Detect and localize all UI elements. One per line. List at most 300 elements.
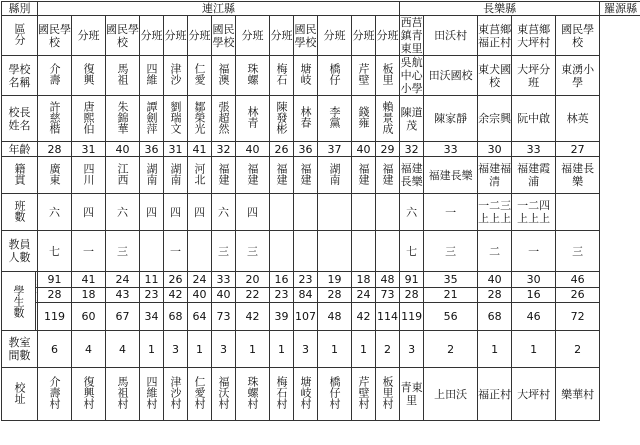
principal-cell: 陳家靜 [424,96,478,142]
female-cell: 16 [512,287,556,302]
address-cell [212,368,236,421]
female-cell: 42 [164,287,188,302]
origin-cell-text: 河北 [193,162,206,185]
address-cell-text: 馬祖村 [116,376,129,409]
principal-cell-text: 賴景成 [381,100,395,134]
principal-cell: 林英 [556,96,600,142]
female-cell: 40 [188,287,212,302]
age-cell: 30 [478,142,512,157]
female-cell: 28 [38,287,72,302]
rooms-cell: 1 [188,331,212,368]
male-cell: 26 [164,272,188,288]
principal-cell-text: 張超然 [217,100,230,134]
address-cell [376,368,400,421]
age-cell: 41 [188,142,212,157]
origin-cell [352,157,376,194]
age-cell: 29 [376,142,400,157]
origin-cell: 福建霞浦 [512,157,556,194]
address-cell: 上田沃 [424,368,478,421]
address-cell [236,368,270,421]
address-cell [164,368,188,421]
male-row [2,272,640,288]
rooms-cell: 1 [140,331,164,368]
students-label-text: 學生數 [12,284,25,318]
origin-cell-text: 福建 [299,162,312,185]
address-cell-text: 四維村 [145,376,158,409]
staff-cell [294,231,318,272]
origin-cell: 福建長樂 [424,157,478,194]
name-cell-text: 珠螺 [246,63,259,85]
total-cell: 107 [294,302,318,330]
origin-cell [38,157,72,194]
principal-cell-text: 鄒榮光 [193,100,206,134]
male-cell: 91 [400,272,424,288]
male-cell: 40 [478,272,512,288]
total-cell: 48 [318,302,352,330]
district-cell: 國民學校 [294,16,318,56]
district-row [2,16,640,56]
name-cell [294,56,318,96]
total-sub-label: 合計 [35,305,38,328]
origin-cell [294,157,318,194]
address-cell [38,368,72,421]
address-cell-text: 塘岐村 [299,376,312,409]
age-cell: 37 [318,142,352,157]
age-label: 年齡 [2,142,38,157]
classes-label [2,194,38,231]
district-cell: 分班 [140,16,164,56]
staff-label [2,231,38,272]
age-cell: 31 [164,142,188,157]
rooms-cell: 3 [212,331,236,368]
classes-cell: 六 [106,194,140,231]
header-row [2,2,640,16]
rooms-cell: 2 [556,331,600,368]
address-label-text: 校址 [13,381,26,404]
header-corner: 縣別 [2,2,38,16]
address-cell-text: 梅石村 [275,376,288,409]
staff-row [2,231,640,272]
district-cell: 分班 [352,16,376,56]
male-cell: 16 [270,272,294,288]
principal-cell-text: 唐熙伯 [82,100,95,134]
age-cell: 27 [556,142,600,157]
classes-cell: 六 [38,194,72,231]
rooms-cell: 1 [478,331,512,368]
age-cell: 32 [400,142,424,157]
total-cell: 42 [236,302,270,330]
staff-cell: 三 [556,231,600,272]
age-cell: 40 [352,142,376,157]
rooms-cell: 3 [400,331,424,368]
rooms-cell: 2 [376,331,400,368]
age-row [2,142,640,157]
staff-cell: 三 [236,231,270,272]
address-cell [352,368,376,421]
rooms-cell: 4 [106,331,140,368]
classes-cell: 四 [236,194,270,231]
principal-cell [38,96,72,142]
origin-row [2,157,640,194]
district-cell: 國民學校 [212,16,236,56]
principal-cell: 陳道茂 [400,96,424,142]
district-cell: 分班 [188,16,212,56]
principal-cell [270,96,294,142]
origin-cell: 福建長樂 [400,157,424,194]
age-cell: 33 [424,142,478,157]
age-cell: 28 [38,142,72,157]
total-cell: 68 [478,302,512,330]
origin-cell-text: 福建 [246,162,259,185]
rooms-cell: 1 [512,331,556,368]
origin-label-text: 籍貫 [13,162,26,185]
name-cell-text: 仁愛 [193,63,206,85]
name-cell-text: 福澳 [217,63,230,85]
classes-cell [318,194,352,231]
rooms-cell: 1 [318,331,352,368]
rooms-cell: 2 [424,331,478,368]
total-cell: 46 [512,302,556,330]
rooms-cell: 6 [38,331,72,368]
address-label [2,368,38,421]
staff-cell: 三 [212,231,236,272]
address-cell-text: 橋仔村 [328,376,341,409]
classes-cell [352,194,376,231]
origin-cell-text: 湖南 [169,162,182,185]
male-cell: 24 [188,272,212,288]
name-cell-text: 塘岐 [299,63,312,85]
origin-cell [212,157,236,194]
staff-cell [140,231,164,272]
age-cell: 33 [512,142,556,157]
staff-cell [188,231,212,272]
origin-cell-text: 湖南 [145,162,158,185]
name-cell [106,56,140,96]
principal-cell-text: 錢雍 [357,106,370,128]
male-cell: 30 [512,272,556,288]
origin-cell-text: 四川 [82,162,95,185]
address-cell-text: 珠螺村 [246,376,259,409]
origin-cell [270,157,294,194]
staff-cell [352,231,376,272]
total-cell: 67 [106,302,140,330]
county-changle: 長樂縣 [400,2,600,16]
staff-cell: 一 [72,231,106,272]
rooms-cell: 4 [72,331,106,368]
principal-cell [188,96,212,142]
name-cell-text: 芹壁 [357,63,370,85]
principal-cell: 阮中啟 [512,96,556,142]
origin-cell [106,157,140,194]
origin-cell [164,157,188,194]
name-cell [72,56,106,96]
total-cell: 72 [556,302,600,330]
female-cell: 26 [556,287,600,302]
origin-cell-text: 福建 [275,162,288,185]
name-cell [270,56,294,96]
principal-cell [376,96,400,142]
district-label [2,16,38,56]
origin-cell-text: 廣東 [48,162,61,185]
district-cell: 東莒鄉大坪村 [512,16,556,56]
origin-cell: 福建福清 [478,157,512,194]
male-cell: 33 [212,272,236,288]
name-cell [318,56,352,96]
address-cell-text: 仁愛村 [193,376,206,409]
district-cell: 田沃村 [424,16,478,56]
district-cell: 國民學校 [38,16,72,56]
female-row [2,287,640,302]
total-cell: 119 [400,302,424,330]
name-cell [376,56,400,96]
classes-label-text: 班數 [13,199,26,222]
female-cell: 28 [400,287,424,302]
address-cell [294,368,318,421]
name-cell-text: 橋仔 [328,63,341,85]
total-cell: 34 [140,302,164,330]
students-label [2,272,38,331]
name-cell [164,56,188,96]
principal-cell [236,96,270,142]
female-cell: 43 [106,287,140,302]
name-cell-text: 梅石 [275,63,288,85]
district-cell: 分班 [72,16,106,56]
staff-cell: 一 [512,231,556,272]
female-cell: 40 [212,287,236,302]
address-cell [106,368,140,421]
district-cell: 分班 [164,16,188,56]
county-luoyuan: 羅源縣 [600,2,640,16]
address-cell: 大坪村 [512,368,556,421]
name-cell: 田沃國校 [424,56,478,96]
origin-cell-text: 江西 [116,162,129,185]
male-cell: 19 [318,272,352,288]
classes-cell [556,194,600,231]
origin-cell-text: 福建 [381,162,395,185]
classes-cell: 一二三 上上上 [478,194,512,231]
staff-cell [270,231,294,272]
classes-cell: 四 [164,194,188,231]
age-cell: 40 [106,142,140,157]
name-cell [212,56,236,96]
address-cell [188,368,212,421]
classes-cell: 四 [188,194,212,231]
name-cell [140,56,164,96]
name-cell-text: 四維 [145,63,158,85]
rooms-cell: 3 [294,331,318,368]
female-cell: 21 [424,287,478,302]
address-cell [72,368,106,421]
total-cell: 119 [38,302,72,330]
total-cell: 60 [72,302,106,330]
address-cell-text: 介壽村 [48,376,61,409]
name-label [2,56,38,96]
address-cell: 福正村 [478,368,512,421]
male-cell: 18 [352,272,376,288]
origin-cell: 福建長樂 [556,157,600,194]
female-cell: 22 [236,287,270,302]
name-cell-text: 馬祖 [116,63,129,85]
male-cell: 48 [376,272,400,288]
origin-cell [236,157,270,194]
age-cell: 40 [236,142,270,157]
principal-cell-text: 陳發彬 [275,100,288,134]
address-cell [140,368,164,421]
origin-label [2,157,38,194]
male-cell: 41 [72,272,106,288]
name-cell [352,56,376,96]
principal-cell-text: 譚劍萍 [145,100,158,134]
total-cell: 64 [188,302,212,330]
principal-cell: 余宗興 [478,96,512,142]
principal-cell [72,96,106,142]
classes-cell [270,194,294,231]
staff-cell: 一 [164,231,188,272]
rooms-cell: 1 [352,331,376,368]
classes-cell: 一 [424,194,478,231]
rooms-cell: 1 [236,331,270,368]
total-cell: 42 [352,302,376,330]
address-cell [318,368,352,421]
address-cell-text: 復興村 [82,376,95,409]
address-cell: 青東里 [400,368,424,421]
name-cell [38,56,72,96]
principal-cell [164,96,188,142]
name-cell-text: 板里 [381,63,395,85]
female-cell: 23 [270,287,294,302]
classes-cell: 四 [72,194,106,231]
name-cell [236,56,270,96]
male-cell: 46 [556,272,600,288]
origin-cell [188,157,212,194]
principal-cell-text: 林春 [299,106,312,128]
name-cell-text: 津沙 [169,63,182,85]
principal-label-text: 校長姓名 [8,105,31,132]
district-cell: 分班 [236,16,270,56]
principal-cell-text: 李黨 [328,106,341,128]
total-cell: 114 [376,302,400,330]
name-row [2,56,640,96]
name-cell: 吳航中心小學 [400,56,423,95]
rooms-cell: 3 [164,331,188,368]
male-cell: 23 [294,272,318,288]
address-cell [270,368,294,421]
principal-cell-text: 林青 [246,106,259,128]
classes-cell [376,194,400,231]
total-cell: 73 [212,302,236,330]
name-cell: 東湧小學 [556,56,600,96]
female-cell: 23 [140,287,164,302]
female-cell: 28 [318,287,352,302]
age-cell: 32 [212,142,236,157]
staff-cell [376,231,400,272]
name-cell [188,56,212,96]
classes-cell [294,194,318,231]
female-cell: 24 [352,287,376,302]
staff-cell: 三 [106,231,140,272]
principal-cell [352,96,376,142]
rooms-row [2,331,640,368]
rooms-label [2,331,38,368]
staff-label-text: 教員人數 [8,238,31,264]
name-cell-text: 復興 [82,63,95,85]
rooms-cell: 1 [270,331,294,368]
principal-cell [140,96,164,142]
age-cell: 36 [294,142,318,157]
total-cell: 39 [270,302,294,330]
district-cell: 分班 [318,16,352,56]
district-cell: 分班 [376,16,400,56]
principal-cell-text: 許慈楷 [48,100,61,134]
address-row [2,368,640,421]
male-cell: 91 [38,272,72,288]
address-cell: 樂華村 [556,368,600,421]
district-cell: 國民學校 [556,16,600,56]
male-cell: 20 [236,272,270,288]
origin-cell-text: 湖南 [328,162,341,185]
principal-row [2,96,640,142]
name-label-text: 學校名稱 [8,62,31,89]
origin-cell [72,157,106,194]
staff-cell: 二 [478,231,512,272]
principal-cell-text: 劉瑞文 [169,100,182,134]
classes-cell: 四 [140,194,164,231]
address-cell-text: 芹壁村 [357,376,370,409]
origin-cell-text: 福建 [357,162,370,185]
principal-cell-text: 朱錦華 [116,100,129,134]
name-cell-text: 介壽 [48,63,61,85]
male-cell: 24 [106,272,140,288]
classes-cell: 一二四 上上上 [512,194,556,231]
district-cell: 國民學校 [106,16,140,56]
staff-cell: 七 [38,231,72,272]
total-cell: 56 [424,302,478,330]
address-cell-text: 津沙村 [169,376,182,409]
origin-cell [376,157,400,194]
origin-cell [140,157,164,194]
age-cell: 36 [140,142,164,157]
female-cell: 28 [478,287,512,302]
rooms-label-text: 教室間數 [8,336,31,362]
schools-table [1,1,640,421]
classes-cell: 六 [212,194,236,231]
male-cell: 11 [140,272,164,288]
district-cell: 西莒鎮青東里 [400,16,423,55]
staff-cell: 七 [400,231,424,272]
classes-row [2,194,640,231]
total-cell: 68 [164,302,188,330]
district-cell: 東莒鄉福正村 [478,16,512,56]
age-cell: 31 [72,142,106,157]
principal-cell [212,96,236,142]
classes-cell: 六 [400,194,424,231]
female-cell: 73 [376,287,400,302]
staff-cell: 三 [424,231,478,272]
name-cell: 東犬國校 [478,56,512,96]
principal-cell [106,96,140,142]
female-cell: 84 [294,287,318,302]
age-cell: 26 [270,142,294,157]
staff-cell [318,231,352,272]
district-cell: 分班 [270,16,294,56]
address-cell-text: 板里村 [381,376,395,409]
district-label-text: 區分 [13,23,26,45]
county-lianjiang: 連江縣 [38,2,400,16]
male-cell: 35 [424,272,478,288]
origin-cell-text: 福建 [217,162,230,185]
principal-label [2,96,38,142]
principal-cell [318,96,352,142]
